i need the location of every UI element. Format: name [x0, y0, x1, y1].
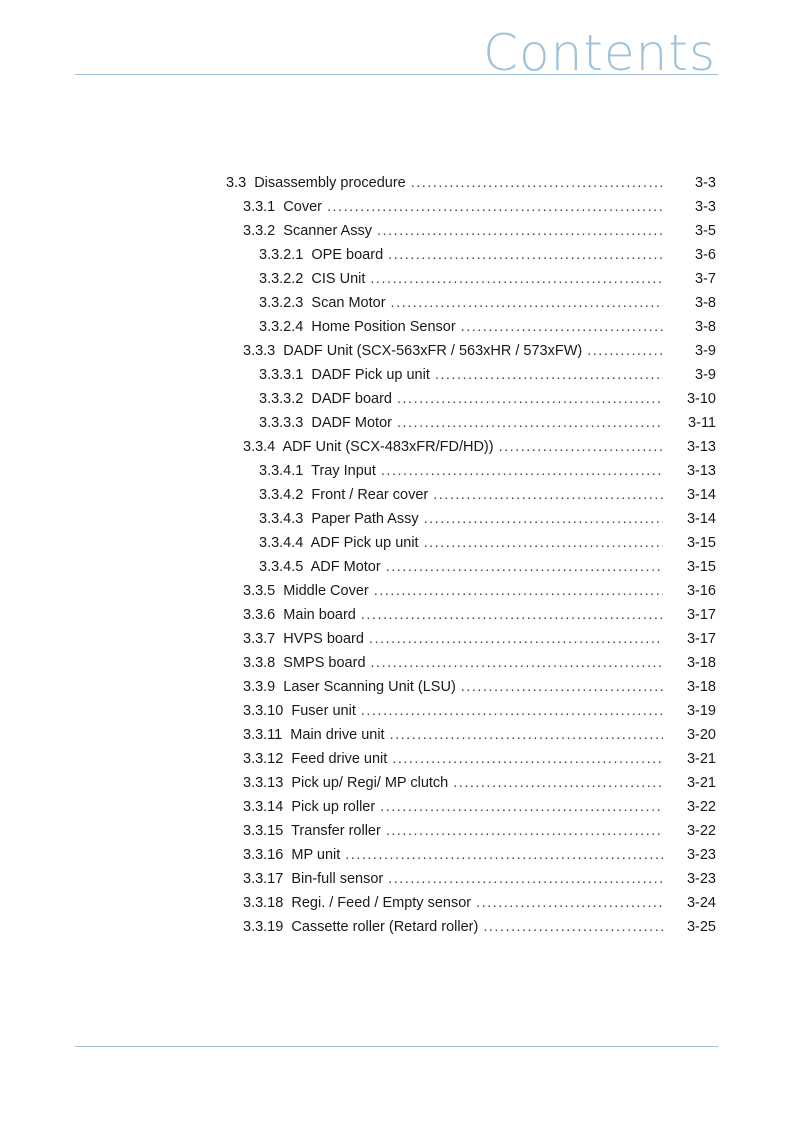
dot-leader [587, 339, 663, 363]
toc-entry-page-number: 3-7 [695, 271, 716, 287]
toc-entry-page-number: 3-14 [686, 487, 716, 503]
toc-entry-page-number: 3-9 [695, 343, 716, 359]
dot-leader [388, 243, 663, 267]
dot-leader [461, 315, 663, 339]
toc-entry[interactable] [0, 603, 793, 627]
toc-entry-page-number: 3-19 [686, 703, 716, 719]
dot-leader [374, 579, 663, 603]
toc-entry-label: 3.3.19 Cassette roller (Retard roller) [243, 915, 483, 939]
toc-entry-label: 3.3.11 Main drive unit [243, 723, 390, 747]
toc-entry-label: 3.3.9 Laser Scanning Unit (LSU) [243, 675, 461, 699]
toc-entry-label: 3.3.3.2 DADF board [259, 387, 397, 411]
dot-leader [424, 531, 663, 555]
toc-entry-label: 3.3.7 HVPS board [243, 627, 369, 651]
toc-entry-label: 3.3.4.5 ADF Motor [259, 555, 386, 579]
toc-entry[interactable] [0, 867, 793, 891]
toc-entry-page-number: 3-6 [695, 247, 716, 263]
footer-divider [75, 1046, 718, 1047]
dot-leader [433, 483, 663, 507]
dot-leader [361, 699, 663, 723]
toc-entry-page-number: 3-25 [686, 919, 716, 935]
dot-leader [361, 603, 663, 627]
toc-entry-page-number: 3-14 [686, 511, 716, 527]
toc-entry-label: 3.3.2.4 Home Position Sensor [259, 315, 461, 339]
header-divider [75, 74, 718, 75]
toc-entry-label: 3.3.2.3 Scan Motor [259, 291, 391, 315]
toc-entry-page-number: 3-10 [686, 391, 716, 407]
toc-entry[interactable] [0, 219, 793, 243]
toc-entry-page-number: 3-11 [688, 415, 716, 431]
toc-entry-label: 3.3.18 Regi. / Feed / Empty sensor [243, 891, 476, 915]
dot-leader [424, 507, 663, 531]
dot-leader [388, 867, 663, 891]
toc-entry[interactable] [0, 627, 793, 651]
toc-entry-label: 3.3.4 ADF Unit (SCX-483xFR/FD/HD)) [243, 435, 499, 459]
toc-entry-page-number: 3-13 [686, 463, 716, 479]
toc-entry[interactable] [0, 747, 793, 771]
toc-entry-label: 3.3.12 Feed drive unit [243, 747, 392, 771]
dot-leader [397, 387, 663, 411]
toc-entry[interactable] [0, 675, 793, 699]
toc-entry-label: 3.3.17 Bin-full sensor [243, 867, 388, 891]
toc-entry[interactable] [0, 171, 793, 195]
toc-entry-label: 3.3.4.3 Paper Path Assy [259, 507, 424, 531]
toc-entry[interactable] [0, 387, 793, 411]
toc-entry[interactable] [0, 699, 793, 723]
toc-entry[interactable] [0, 459, 793, 483]
toc-entry-page-number: 3-23 [686, 847, 716, 863]
toc-entry-page-number: 3-18 [686, 679, 716, 695]
dot-leader [381, 459, 663, 483]
dot-leader [386, 555, 663, 579]
toc-entry[interactable] [0, 411, 793, 435]
toc-entry-label: 3.3.6 Main board [243, 603, 361, 627]
toc-entry-page-number: 3-16 [686, 583, 716, 599]
toc-entry[interactable] [0, 651, 793, 675]
toc-entry-label: 3.3.2.1 OPE board [259, 243, 388, 267]
toc-entry-page-number: 3-9 [695, 367, 716, 383]
toc-entry[interactable] [0, 267, 793, 291]
dot-leader [499, 435, 663, 459]
dot-leader [392, 747, 663, 771]
toc-entry-page-number: 3-8 [695, 295, 716, 311]
dot-leader [453, 771, 663, 795]
toc-entry-page-number: 3-21 [686, 751, 716, 767]
toc-entry-page-number: 3-24 [686, 895, 716, 911]
toc-entry[interactable] [0, 507, 793, 531]
toc-entry-page-number: 3-8 [695, 319, 716, 335]
dot-leader [476, 891, 663, 915]
toc-entry[interactable] [0, 843, 793, 867]
toc-entry-page-number: 3-15 [686, 535, 716, 551]
toc-entry[interactable] [0, 531, 793, 555]
toc-entry-page-number: 3-22 [686, 823, 716, 839]
toc-entry-page-number: 3-23 [686, 871, 716, 887]
dot-leader [435, 363, 663, 387]
toc-entry[interactable] [0, 891, 793, 915]
toc-entry-label: 3.3.13 Pick up/ Regi/ MP clutch [243, 771, 453, 795]
toc-entry[interactable] [0, 795, 793, 819]
toc-entry[interactable] [0, 723, 793, 747]
toc-entry[interactable] [0, 555, 793, 579]
dot-leader [397, 411, 663, 435]
dot-leader [371, 651, 663, 675]
toc-entry-label: 3.3.10 Fuser unit [243, 699, 361, 723]
toc-entry-page-number: 3-13 [686, 439, 716, 455]
toc-entry-label: 3.3.4.1 Tray Input [259, 459, 381, 483]
dot-leader [345, 843, 663, 867]
dot-leader [461, 675, 663, 699]
table-of-contents [0, 171, 793, 939]
toc-entry-label: 3.3.4.4 ADF Pick up unit [259, 531, 424, 555]
toc-entry-page-number: 3-5 [695, 223, 716, 239]
toc-entry[interactable] [0, 435, 793, 459]
dot-leader [391, 291, 663, 315]
dot-leader [483, 915, 663, 939]
toc-entry[interactable] [0, 243, 793, 267]
dot-leader [411, 171, 663, 195]
dot-leader [327, 195, 663, 219]
toc-entry-page-number: 3-21 [686, 775, 716, 791]
toc-entry-label: 3.3.14 Pick up roller [243, 795, 380, 819]
toc-entry-label: 3.3.1 Cover [243, 195, 327, 219]
toc-entry[interactable] [0, 291, 793, 315]
toc-entry-page-number: 3-18 [686, 655, 716, 671]
toc-entry-label: 3.3.4.2 Front / Rear cover [259, 483, 433, 507]
toc-entry[interactable] [0, 579, 793, 603]
toc-entry[interactable] [0, 363, 793, 387]
toc-entry-label: 3.3 Disassembly procedure [226, 171, 411, 195]
dot-leader [390, 723, 663, 747]
toc-entry-label: 3.3.8 SMPS board [243, 651, 371, 675]
toc-entry-page-number: 3-20 [686, 727, 716, 743]
toc-entry-page-number: 3-3 [695, 175, 716, 191]
toc-entry-label: 3.3.15 Transfer roller [243, 819, 386, 843]
toc-entry-page-number: 3-22 [686, 799, 716, 815]
toc-entry-label: 3.3.5 Middle Cover [243, 579, 374, 603]
toc-entry-label: 3.3.16 MP unit [243, 843, 345, 867]
toc-entry[interactable] [0, 483, 793, 507]
toc-entry-label: 3.3.3.1 DADF Pick up unit [259, 363, 435, 387]
toc-entry-page-number: 3-17 [686, 631, 716, 647]
dot-leader [370, 267, 663, 291]
toc-entry-page-number: 3-17 [686, 607, 716, 623]
dot-leader [377, 219, 663, 243]
toc-entry-page-number: 3-15 [686, 559, 716, 575]
dot-leader [380, 795, 663, 819]
toc-entry[interactable] [0, 315, 793, 339]
toc-entry[interactable] [0, 771, 793, 795]
toc-entry[interactable] [0, 819, 793, 843]
toc-entry-label: 3.3.3.3 DADF Motor [259, 411, 397, 435]
dot-leader [386, 819, 663, 843]
toc-entry[interactable] [0, 339, 793, 363]
toc-entry-page-number: 3-3 [695, 199, 716, 215]
toc-entry-label: 3.3.3 DADF Unit (SCX-563xFR / 563xHR / 573xFW) [243, 339, 587, 363]
page-title: Contents [483, 24, 716, 82]
dot-leader [369, 627, 663, 651]
toc-entry-label: 3.3.2.2 CIS Unit [259, 267, 370, 291]
toc-entry[interactable] [0, 195, 793, 219]
toc-entry[interactable] [0, 915, 793, 939]
toc-entry-label: 3.3.2 Scanner Assy [243, 219, 377, 243]
